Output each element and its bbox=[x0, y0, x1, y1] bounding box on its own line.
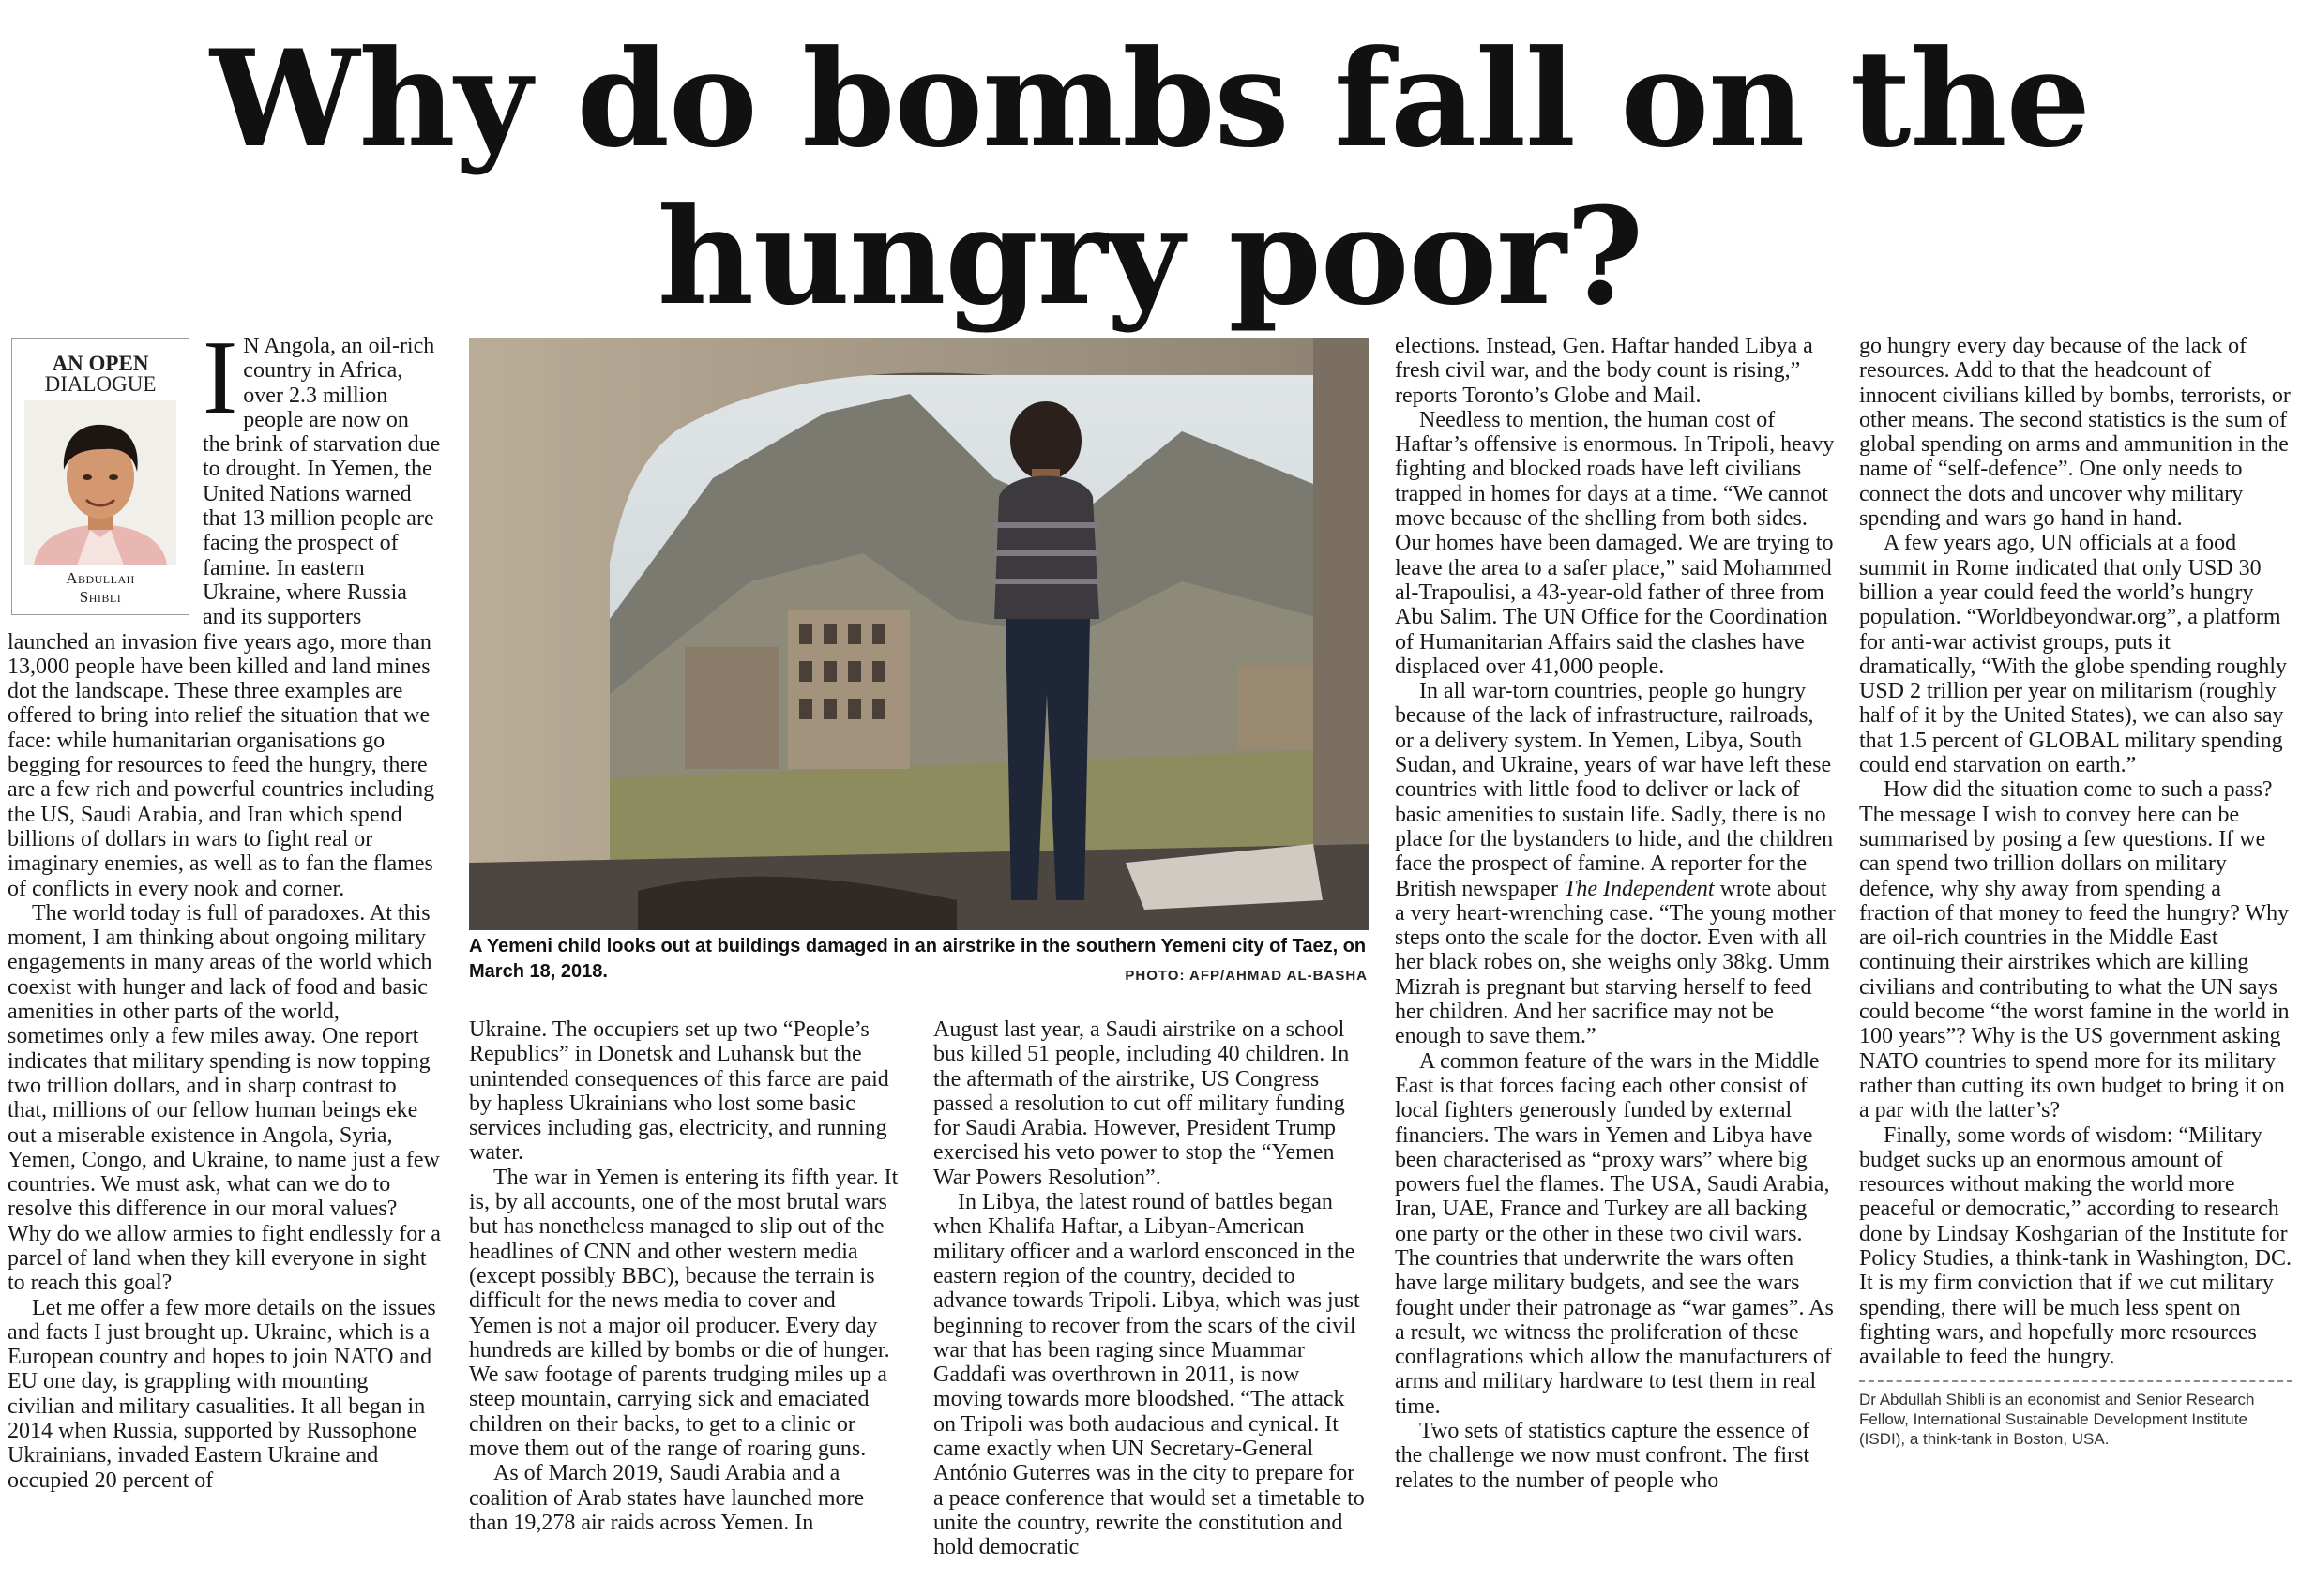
paragraph-1: N Angola, an oil-rich country in Africa, over 2.3 million people are now on the brink of starvation due to drought. In Yemen, the United Nations warned that 13 million people are facing the prospect of famine. In eastern Ukraine, where Russia and its supporters launched an invasion five years ago, more than 13,000 people have been killed and land mines dot the landscape. These three examples are offered to bring into relief the situation that we face: while humanitarian organisations go begging for resources to feed the hungry, there are a few rich and powerful countries including the US, Saudi Arabia, and Iran which spend billions of dollars in wars to fight real or imaginary enemies, as well as to fan the flames of conflicts in every nook and corner. bbox=[8, 334, 441, 901]
article-column-3 bbox=[933, 1017, 1367, 1560]
article-column-5 bbox=[1859, 334, 2292, 1581]
newspaper-name: The Independent bbox=[1563, 876, 1715, 901]
photo-credit: PHOTO: AFP/AHMAD AL-BASHA bbox=[1125, 968, 1368, 984]
paragraph-13: Two sets of statistics capture the essence of the challenge we now must confront. The first relates to the number of people who bbox=[1395, 1419, 1810, 1493]
headline: Why do bombs fall on the hungry poor? bbox=[209, 22, 2090, 335]
paragraph-3: Let me offer a few more details on the issues and facts I just brought up. Ukraine, which is a European country and hopes to join NATO and EU one day, is grappling with mounting civilian and military casualities. It all began in 2014 when Russia, supported by Russophone Ukrainians, invaded Eastern Ukraine and occupied 20 percent of bbox=[8, 1295, 436, 1493]
article-column-2 bbox=[469, 1017, 902, 1535]
paragraph-11-part-b: wrote about a very heart-wrenching case. “The young mother steps onto the scale for the doctor. Even with all her black robes on, she weighs only 38kg. Umm Mizrah is pregnant but starving herself to feed her children. And her sacrifice may not be enough to save them.” bbox=[1395, 876, 1836, 1049]
author-avatar bbox=[24, 400, 176, 565]
paragraph-5: The war in Yemen is entering its fifth year. It is, by all accounts, one of the most brutal wars but has nonetheless managed to slip out of the headlines of CNN and other western media (except possibly BBC), because the terrain is difficult for the news media to cover and Yemen is not a major oil producer. Every day hundreds are killed by bombs or die of hunger. We saw footage of parents trudging miles up a steep mountain, carrying sick and emaciated children on their backs, to get to a clinic or move them out of the range of roaring guns. bbox=[469, 1165, 899, 1462]
paragraph-15: A few years ago, UN officials at a food summit in Rome indicated that only USD 30 billion a year could feed the world’s hungry population. “Worldbeyondwar.org”, a platform for anti-war activist groups, puts it dramatically, “With the globe spending roughly USD 2 trillion per year on militarism (roughly half of it by the United States), we can also say that 1.5 percent of GLOBAL military spending could end starvation on earth.” bbox=[1859, 531, 2288, 778]
paragraph-16: How did the situation come to such a pass? The message I wish to convey here can be summarised by posing a few questions. If we can spend two trillion dollars on military defence, why shy away from spending a fraction of that money to feed the hungry? Why are oil-rich countries in the Middle East continuing their airstrikes which are killing civilians and contributing to what the UN says could become “the worst famine in the world in 100 years”? Why is the US government asking NATO countries to spend more for its military rather than cutting its own budget to bring it on a par with the latter’s? bbox=[1859, 777, 2290, 1123]
paragraph-11-part-a: In all war-torn countries, people go hungry because of the lack of infrastructure, railroads, or a delivery system. In Yemen, Libya, South Sudan, and Ukraine, years of war have left these countries with little food to deliver or lack of basic amenities to sustain life. Sadly, there is no place for the bystanders to hide, and the children face the prospect of famine. A reporter for the British newspaper bbox=[1395, 679, 1834, 901]
bio-divider bbox=[1859, 1380, 2292, 1382]
paragraph-9: elections. Instead, Gen. Haftar handed Libya a fresh civil war, and the body count is rising,” reports Toronto’s Globe and Mail. bbox=[1395, 334, 1813, 408]
paragraph-8: In Libya, the latest round of battles began when Khalifa Haftar, a Libyan-American military officer and a warlord ensconced in the eastern region of the country, decided to advance towards Tripoli. Libya, which was just beginning to recover from the scars of the civil war that has been raging since Muammar Gaddafi was overthrown in 2011, is now moving towards more bloodshed. “The attack on Tripoli was both audacious and cynical. It came exactly when UN Secretary-General António Guterres was in the city to prepare for a peace conference that would set a timetable to unite the country, rewrite the constitution and hold democratic bbox=[933, 1190, 1365, 1560]
column-kicker-line2: DIALOGUE bbox=[44, 372, 157, 396]
author-first-name: Abdullah bbox=[66, 569, 135, 587]
paragraph-11 bbox=[1395, 679, 1836, 1048]
paragraph-17: Finally, some words of wisdom: “Military budget sucks up an enormous amount of resources without making the world more peaceful or democratic,” according to research done by Lindsay Koshgarian of the Institute for Policy Studies, a think-tank in Washington, DC. It is my firm conviction that if we cut military spending, there will be much less spent on fighting wars, and hopefully more resources available to feed the hungry. bbox=[1859, 1122, 2292, 1370]
paragraph-10: Needless to mention, the human cost of Haftar’s offensive is enormous. In Tripoli, heavy fighting and blocked roads have left civilians trapped in homes for days at a time. “We cannot move because of the shelling from both sides. Our homes have been damaged. We are trying to leave the area to a safer place,” said Mohammed al-Trapoulisi, a 43-year-old father of three from Abu Salim. The UN Office for the Coordination of Humanitarian Affairs said the clashes have displaced over 41,000 people. bbox=[1395, 407, 1835, 679]
paragraph-6: As of March 2019, Saudi Arabia and a coalition of Arab states have launched more than 19,278 air raids across Yemen. In bbox=[469, 1461, 865, 1535]
paragraph-7: August last year, a Saudi airstrike on a school bus killed 51 people, including 40 children. In the aftermath of the airstrike, US Congress passed a resolution to cut off military funding for Saudi Arabia. However, President Trump exercised his veto power to stop the “Yemen War Powers Resolution”. bbox=[933, 1017, 1350, 1190]
article-column-1 bbox=[8, 334, 441, 1581]
author-box bbox=[11, 338, 189, 615]
drop-cap: I bbox=[203, 334, 238, 436]
article-column-4 bbox=[1395, 334, 1836, 1581]
author-last-name: Shibli bbox=[79, 588, 122, 606]
news-photo bbox=[469, 338, 1369, 930]
photo-caption: A Yemeni child looks out at buildings damaged in an airstrike in the southern Yemeni city of Taez, on March 18, 2018. bbox=[469, 936, 1367, 982]
paragraph-12: A common feature of the wars in the Middle East is that forces facing each other consist of local fighters generously funded by external financiers. The wars in Yemen and Libya have been characterised as “proxy wars” where big powers fuel the flames. The USA, Saudi Arabia, Iran, UAE, France and Turkey are all backing one party or the other in these two civil wars. The countries that underwrite the wars often have large military budgets, and see the wars fought under their patronage as “war games”. As a result, we witness the proliferation of these conflagrations which allow the manufacturers of arms and military hardware to test them in real time. bbox=[1395, 1048, 1834, 1419]
author-bio: Dr Abdullah Shibli is an economist and Senior Research Fellow, International Sustainable Development Institute (ISDI), a think-tank in Boston, USA. bbox=[1859, 1391, 2255, 1449]
column-kicker-line1: AN OPEN bbox=[52, 352, 149, 375]
paragraph-4: Ukraine. The occupiers set up two “People’s Republics” in Donetsk and Luhansk but the unintended consequences of this farce are paid by hapless Ukrainians who lost some basic services including gas, electricity, and running water. bbox=[469, 1017, 889, 1166]
paragraph-14: go hungry every day because of the lack of resources. Add to that the headcount of innocent civilians killed by bombs, terrorists, or other means. The second statistics is the sum of global spending on arms and ammunition in the name of “self-defence”. One only needs to connect the dots and uncover why military spending and wars go hand in hand. bbox=[1859, 334, 2291, 532]
photo-illustration bbox=[469, 338, 1369, 930]
paragraph-2: The world today is full of paradoxes. At this moment, I am thinking about ongoing military engagements in many areas of the world which coexist with hunger and lack of food and basic amenities in other parts of the world, sometimes only a few miles away. One report indicates that military spending is now topping two trillion dollars, and in sharp contrast to that, millions of our fellow human beings eke out a miserable existence in Angola, Syria, Yemen, Congo, and Ukraine, to name just a few countries. We must ask, what can we do to resolve this difference in our moral values? Why do we allow armies to fight endlessly for a parcel of land when they kill everyone in sight to reach this goal? bbox=[8, 900, 441, 1296]
